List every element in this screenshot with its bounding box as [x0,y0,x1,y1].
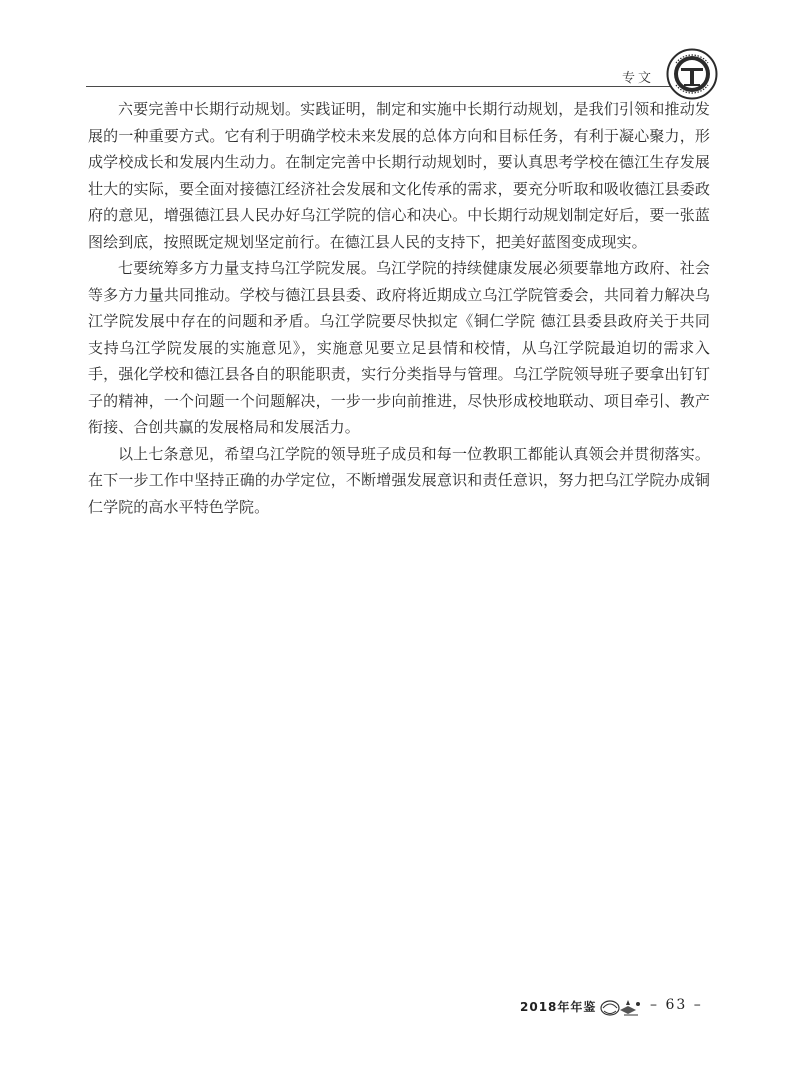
article-body [88,96,710,520]
header-rule [86,86,671,87]
paragraph: 以上七条意见，希望乌江学院的领导班子成员和每一位教职工都能认真领会并贯彻落实。在下一步工作中坚持正确的办学定位，不断增强发展意识和责任意识，努力把乌江学院办成铜仁学院的高水平特色学院。 [88,444,710,516]
paragraph: 七要统筹多方力量支持乌江学院发展。乌江学院的持续健康发展必须要靠地方政府、社会等多方力量共同推动。学校与德江县县委、政府将近期成立乌江学院管委会，共同着力解决乌江学院发展中存在的问题和矛盾。乌江学院要尽快拟定《铜仁学院 德江县委县政府关于共同支持乌江学院发展的实施意见》，实施意见要立足县情和校情，从乌江学院最迫切的需求入手，强化学校和德江县各自的职能职责，实行分类指导与管理。乌江学院领导班子要拿出钉钉子的精神，一个问题一个问题解决，一步一步向前推进，尽快形成校地联动、项目牵引、教产衔接、合创共赢的发展格局和发展活力。 [88,259,710,436]
page-number: – 63 – [650,997,703,1013]
university-seal-icon [666,48,718,100]
section-label: 专文 [622,71,655,86]
page-footer [520,996,720,1020]
footer-year-label: 2018年年鉴 [520,1000,597,1014]
yearbook-ornament-icon [598,996,642,1018]
paragraph: 六要完善中长期行动规划。实践证明，制定和实施中长期行动规划，是我们引领和推动发展的一种重要方式。它有利于明确学校未来发展的总体方向和目标任务，有利于凝心聚力，形成学校成长和发展内生动力。在制定完善中长期行动规划时，要认真思考学校在德江生存发展壮大的实际，要全面对接德江经济社会发展和文化传承的需求，要充分听取和吸收德江县委政府的意见，增强德江县人民办好乌江学院的信心和决心。中长期行动规划制定好后，要一张蓝图绘到底，按照既定规划坚定前行。在德江县人民的支持下，把美好蓝图变成现实。 [88,100,710,251]
